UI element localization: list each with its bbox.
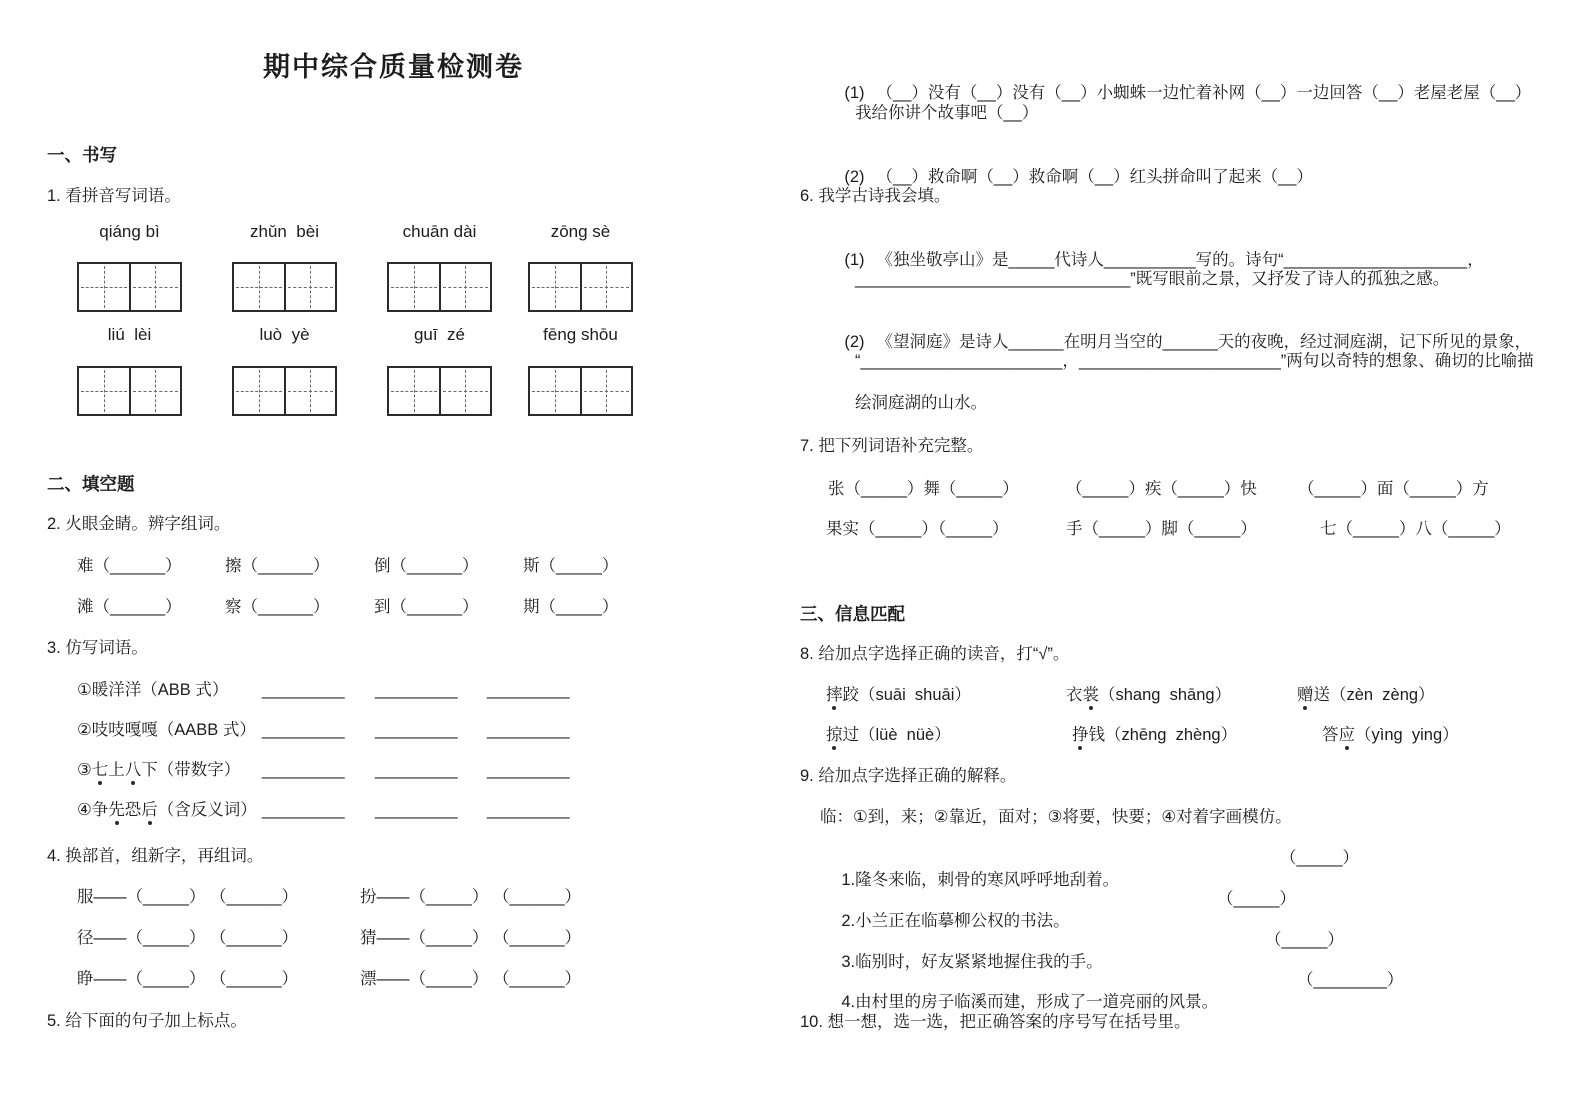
q3-label: 3. 仿写词语。 [47, 639, 148, 657]
poem-fill-line: 绘洞庭湖的山水。 [855, 394, 987, 412]
text: （shang shāng） [1099, 686, 1232, 704]
q4-cell: 服——（_____） （______） [77, 888, 299, 906]
grid-cell [439, 264, 491, 310]
item-number: (2) [844, 333, 865, 351]
writing-grid [232, 262, 337, 312]
q6-label: 6. 我学古诗我会填。 [800, 187, 951, 205]
q7-cell: 手（_____）脚（_____） [1066, 520, 1257, 538]
q7-cell: 张（_____）舞（_____） [828, 480, 1019, 498]
q3-item-label: ②吱吱嘎嘎（AABB 式） [77, 721, 256, 739]
q9-label: 9. 给加点字选择正确的解释。 [800, 767, 1017, 785]
q4-cell: 扮——（_____） （______） [360, 888, 582, 906]
q8-word [1072, 724, 1237, 746]
q8-word [826, 684, 971, 706]
q2-cell: 擦（______） [225, 557, 330, 575]
text: ④争 [77, 801, 109, 819]
q1-label: 1. 看拼音写词语。 [47, 187, 181, 205]
q2-cell: 到（______） [374, 598, 479, 616]
q9-item [823, 929, 1543, 971]
writing-grid [77, 262, 182, 312]
q9-item [823, 969, 1543, 1011]
blank-line: _________ [375, 761, 458, 779]
text: 恐 [124, 801, 142, 819]
pinyin-label: zōng sè [550, 222, 611, 241]
q3-item [77, 679, 737, 703]
text: 衣 [1066, 686, 1083, 704]
grid-cell [129, 368, 181, 414]
blank-line: _________ [487, 681, 570, 699]
text: 跤（suāi shuāi） [842, 686, 971, 704]
blank-line: _________ [262, 721, 345, 739]
dotted-char: 赠 [1297, 686, 1314, 704]
blank-line: _________ [375, 801, 458, 819]
pinyin-label: liú lèi [107, 325, 152, 344]
q5-label: 5. 给下面的句子加上标点。 [47, 1012, 247, 1030]
dotted-char: 七 [91, 761, 109, 779]
poem-fill-line: 《望洞庭》是诗人______在明月当空的______天的夜晚，经过洞庭湖，记下所见的景象， [876, 333, 1532, 351]
poem-fill-line: 《独坐敬亭山》是_____代诗人__________写的。诗句“____________________， [876, 251, 1484, 269]
text: ③ [77, 761, 92, 779]
item-number: (1) [844, 251, 865, 269]
grid-cell [129, 264, 181, 310]
q9-gloss: 临：①到，来；②靠近，面对；③将要，快要；④对着字画模仿。 [820, 808, 1292, 826]
dotted-char: 先 [108, 801, 125, 819]
blank-line: _________ [487, 801, 570, 819]
writing-grid [77, 366, 182, 416]
q9-sentence: 4.由村里的房子临溪而建，形成了一道亮丽的风景。 [841, 993, 1219, 1011]
q3-item-label: ①暖洋洋（ABB 式） [77, 681, 229, 699]
q9-sentence: 2.小兰正在临摹柳公权的书法。 [841, 912, 1070, 930]
q4-label: 4. 换部首，组新字，再组词。 [47, 847, 264, 865]
text: （yìng ying） [1355, 726, 1459, 744]
q4-cell: 径——（_____） （______） [77, 929, 299, 947]
grid-cell [389, 368, 439, 414]
q2-cell: 倒（______） [374, 557, 479, 575]
q3-item [77, 719, 737, 743]
q8-word [1322, 724, 1459, 746]
punctuation-sentence: （__）救命啊（__）救命啊（__）红头拼命叫了起来（__） [876, 168, 1313, 186]
q3-item-label [77, 799, 257, 821]
text: 钱（zhēng zhèng） [1088, 726, 1238, 744]
q4-cell: 漂——（_____） （______） [360, 970, 582, 988]
pinyin-label: guī zé [413, 325, 466, 344]
text: （含反义词） [157, 801, 257, 819]
q7-label: 7. 把下列词语补充完整。 [800, 437, 984, 455]
q3-item [77, 759, 737, 783]
q4-cell: 猜——（_____） （______） [360, 929, 582, 947]
writing-grid [528, 366, 633, 416]
q2-cell: 难（______） [77, 557, 182, 575]
answer-bracket: （_____） [1217, 890, 1296, 908]
grid-cell [530, 368, 580, 414]
punctuation-sentence: （__）没有（__）没有（__）小蜘蛛一边忙着补网（__）一边回答（__）老屋老屋（__） [876, 84, 1532, 102]
dotted-char: 摔 [826, 686, 843, 704]
grid-cell [284, 368, 336, 414]
blank-line: _________ [262, 681, 345, 699]
answer-bracket: （_____） [1280, 849, 1359, 867]
text: 送（zèn zèng） [1313, 686, 1435, 704]
blank-line: _________ [375, 721, 458, 739]
grid-cell [284, 264, 336, 310]
q8-word [826, 724, 951, 746]
grid-cell [580, 368, 632, 414]
pinyin-label: zhǔn bèi [250, 222, 319, 241]
section-2-heading: 二、填空题 [47, 474, 135, 494]
q10-label: 10. 想一想，选一选，把正确答案的序号写在括号里。 [800, 1013, 1191, 1031]
q7-cell: 果实（_____）（_____） [826, 520, 1009, 538]
blank-line: _________ [262, 761, 345, 779]
q7-cell: （_____）面（_____）方 [1298, 480, 1489, 498]
poem-fill-line: “______________________，______________________”两句以奇特的想象、确切的比喻描 [855, 352, 1534, 370]
grid-cell [234, 368, 284, 414]
grid-cell [389, 264, 439, 310]
q8-row [826, 684, 1546, 708]
blank-line: _________ [487, 721, 570, 739]
pinyin-label: luò yè [259, 325, 310, 344]
dotted-char: 后 [141, 801, 158, 819]
q4-cell: 睁——（_____） （______） [77, 970, 299, 988]
q8-row [826, 724, 1546, 748]
dotted-char: 挣 [1072, 726, 1089, 744]
q2-row [77, 596, 737, 620]
q9-item [823, 888, 1543, 930]
q7-cell: （_____）疾（_____）快 [1066, 480, 1257, 498]
q2-cell: 斯（_____） [523, 557, 619, 575]
poem-fill-line: ______________________________”既写眼前之景，又抒发了诗人的孤独之感。 [855, 270, 1450, 288]
q8-word [1297, 684, 1435, 706]
q9-item [823, 847, 1543, 889]
writing-grid [387, 366, 492, 416]
q2-label: 2. 火眼金睛。辨字组词。 [47, 515, 231, 533]
writing-grid [387, 262, 492, 312]
writing-grid [528, 262, 633, 312]
dotted-char: 八 [124, 761, 142, 779]
text: 答 [1322, 726, 1339, 744]
q4-row [77, 886, 737, 910]
q3-item-label [77, 759, 240, 781]
q5-item-cont: 我给你讲个故事吧（__） [855, 104, 1039, 122]
item-number: (1) [844, 84, 865, 102]
exam-title: 期中综合质量检测卷 [263, 52, 524, 82]
blank-line: _________ [487, 761, 570, 779]
q2-cell: 滩（______） [77, 598, 182, 616]
q4-row [77, 927, 737, 951]
pinyin-label: qiáng bì [99, 222, 160, 241]
q3-item [77, 799, 737, 823]
dotted-char: 应 [1338, 726, 1355, 744]
q2-row [77, 555, 737, 579]
answer-bracket: （________） [1297, 971, 1404, 989]
text: 上 [108, 761, 125, 779]
text: 过（lüè nüè） [842, 726, 951, 744]
q9-sentence: 3.临别时，好友紧紧地握住我的手。 [841, 953, 1103, 971]
grid-cell [79, 368, 129, 414]
item-number: (2) [844, 168, 865, 186]
q8-word [1066, 684, 1231, 706]
section-3-heading: 三、信息匹配 [800, 604, 905, 624]
q4-row [77, 968, 737, 992]
q2-cell: 察（______） [225, 598, 330, 616]
answer-bracket: （_____） [1265, 931, 1344, 949]
blank-line: _________ [262, 801, 345, 819]
q9-sentence: 1.隆冬来临，刺骨的寒风呼呼地刮着。 [841, 871, 1120, 889]
text: 下（带数字） [141, 761, 241, 779]
pinyin-label: chuān dài [402, 222, 477, 241]
pinyin-label: fēng shōu [543, 325, 618, 344]
q7-row [828, 478, 1548, 502]
writing-grid [232, 366, 337, 416]
grid-cell [530, 264, 580, 310]
grid-cell [79, 264, 129, 310]
q7-row [826, 518, 1546, 542]
blank-line: _________ [375, 681, 458, 699]
q2-cell: 期（_____） [523, 598, 619, 616]
dotted-char: 裳 [1082, 686, 1099, 704]
grid-cell [234, 264, 284, 310]
q7-cell: 七（_____）八（_____） [1320, 520, 1511, 538]
dotted-char: 掠 [826, 726, 843, 744]
section-1-heading: 一、书写 [47, 145, 117, 165]
grid-cell [580, 264, 632, 310]
q8-label: 8. 给加点字选择正确的读音，打“√”。 [800, 645, 1070, 663]
grid-cell [439, 368, 491, 414]
